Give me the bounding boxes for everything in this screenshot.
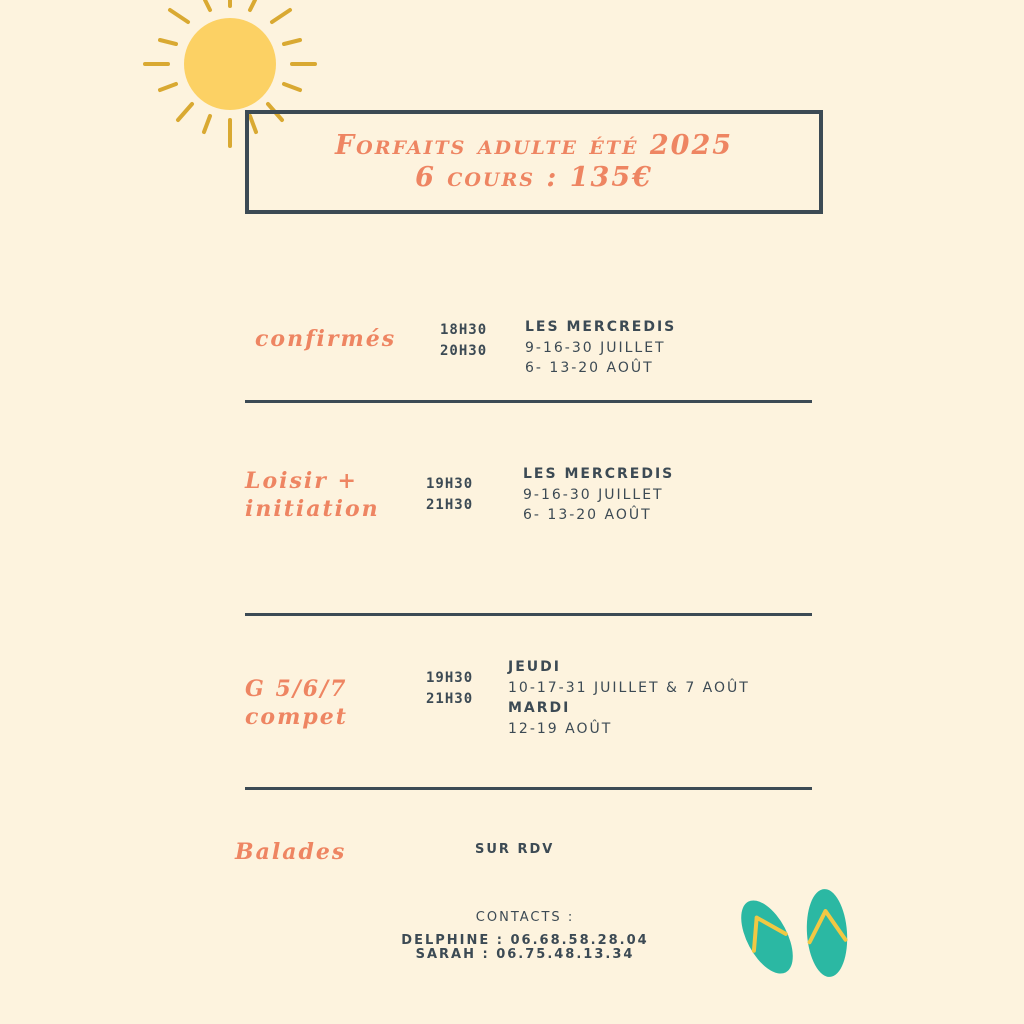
schedule-dates: 6- 13-20 AOÛT bbox=[523, 507, 652, 523]
schedule-dates: 10-17-31 JUILLET & 7 AOÛT bbox=[508, 679, 750, 696]
schedule-block bbox=[508, 657, 750, 739]
divider bbox=[245, 787, 812, 790]
time-start: 19H30 bbox=[426, 670, 474, 686]
group-name-loisir bbox=[245, 467, 380, 523]
divider bbox=[245, 400, 812, 403]
schedule-on-appointment: SUR RDV bbox=[475, 842, 555, 857]
divider bbox=[245, 613, 812, 616]
schedule-dates: 6- 13-20 AOÛT bbox=[525, 360, 654, 376]
flip-flops-icon bbox=[725, 885, 855, 985]
title-line-2: 6 cours : 135€ bbox=[415, 162, 653, 193]
schedule-block bbox=[525, 317, 676, 379]
schedule-day: LES MERCREDIS bbox=[523, 466, 675, 482]
group-name-line: Loisir + bbox=[245, 468, 358, 494]
time-end: 21H30 bbox=[426, 691, 474, 707]
schedule-day: LES MERCREDIS bbox=[525, 319, 677, 335]
title-box bbox=[245, 110, 823, 214]
schedule-dates: 9-16-30 JUILLET bbox=[525, 339, 666, 356]
schedule-dates: 9-16-30 JUILLET bbox=[523, 486, 664, 503]
time-start: 18H30 bbox=[440, 322, 488, 338]
schedule-day: JEUDI bbox=[508, 659, 561, 675]
title-line-1: Forfaits adulte été 2025 bbox=[334, 130, 734, 161]
group-name-compet bbox=[245, 675, 348, 731]
group-name-line: G 5/6/7 bbox=[245, 676, 348, 702]
contacts-label: CONTACTS : bbox=[475, 910, 575, 925]
time-end: 21H30 bbox=[426, 497, 474, 513]
schedule-day: MARDI bbox=[508, 700, 571, 716]
contact-delphine: DELPHINE : 06.68.58.28.04 bbox=[401, 933, 649, 948]
group-name-line: initiation bbox=[245, 496, 380, 522]
group-name-confirmes: confirmés bbox=[255, 326, 397, 352]
time-start: 19H30 bbox=[426, 476, 474, 492]
group-name-line: compet bbox=[245, 704, 348, 730]
schedule-dates: 12-19 AOÛT bbox=[508, 720, 613, 737]
time-end: 20H30 bbox=[440, 343, 488, 359]
contact-sarah: SARAH : 06.75.48.13.34 bbox=[415, 947, 635, 962]
schedule-block bbox=[523, 464, 674, 526]
group-name-balades: Balades bbox=[235, 839, 347, 865]
